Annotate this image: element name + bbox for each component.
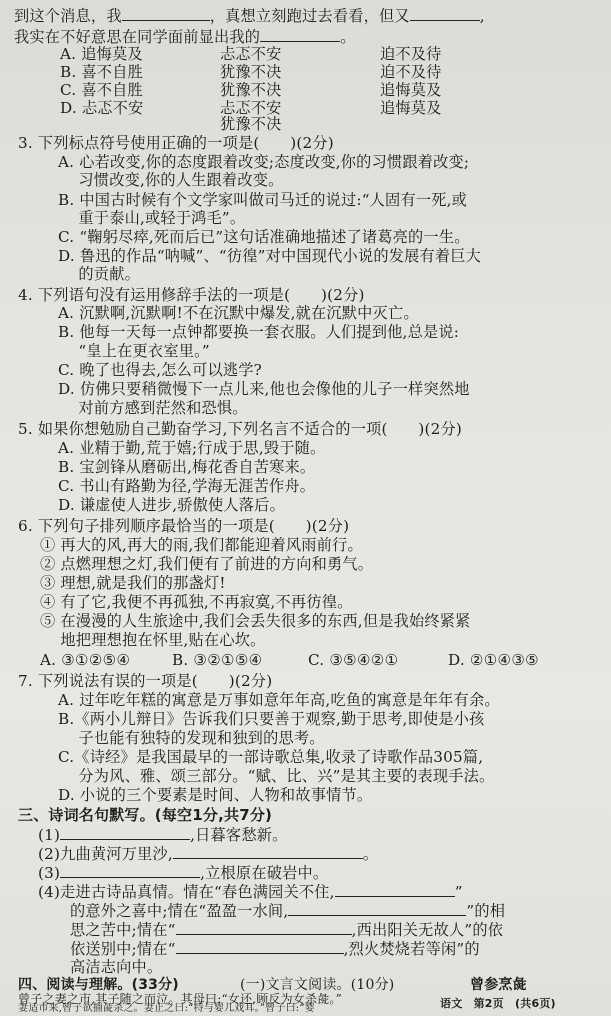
q2-line1 [14,6,485,25]
answer-blank[interactable] [288,901,466,916]
q2-text: 我实在不好意思在同学面前显出我的 [14,28,261,46]
option-word: 追悔莫及 [380,99,442,117]
q6-choice-d[interactable]: D. ②①④③⑤ [448,651,539,669]
q2-option-a[interactable] [60,45,442,63]
item-text: ” [454,883,463,901]
q4-option-line[interactable]: D. 仿佛只要稍微慢下一点儿来,他也会像他的儿子一样突然地 [58,380,470,398]
answer-blank[interactable] [60,825,190,840]
q6-sentence: 地把理想抱在怀里,贴在心坎。 [40,631,266,649]
section3-heading: 三、诗词名句默写。(每空1分,共7分) [18,806,273,824]
answer-blank[interactable] [176,920,352,935]
answer-blank[interactable] [260,27,340,42]
q2-option-b[interactable] [60,63,442,81]
q4-option-line: 对前方感到茫然和恐惧。 [58,399,248,417]
q7-option-line[interactable]: C.《诗经》是我国最早的一部诗歌总集,收录了诗歌作品305篇, [58,748,484,766]
poem-item-4-line2 [70,901,505,920]
q6-sentence: ② 点燃理想之灯,我们便有了前进的方向和勇气。 [40,555,374,573]
answer-blank[interactable] [176,939,344,954]
q6-choice-c[interactable]: C. ③⑤④②① [308,651,399,669]
answer-blank[interactable] [60,863,200,878]
q7-option-line[interactable]: A. 过年吃年糕的寓意是万事如意年年高,吃鱼的寓意是年年有余。 [58,691,500,709]
item-text: ,西出阳关无故人”的依 [351,921,504,939]
answer-blank[interactable] [173,844,363,859]
q3-option-line[interactable]: C. “鞠躬尽瘁,死而后已”这句话准确地描述了诸葛亮的一生。 [58,228,470,246]
option-word: 犹豫不决 [220,81,282,99]
q6-choice-a[interactable]: A. ③①②⑤④ [40,651,131,669]
item-text: 的意外之喜中;情在“盈盈一水间, [70,902,289,920]
q2-line2 [14,27,356,46]
poem-item-4-line5: 高洁志向中。 [70,958,163,976]
passage-line-1: 曾子之妻之市,其子随之而泣。其母曰:“女还,顾反为女杀彘。” [18,992,342,1006]
q2-option-d-cont [220,115,282,133]
q3-stem: 3. 下列标点符号使用正确的一项是( )(2分) [18,134,334,152]
q4-option-line[interactable]: A. 沉默啊,沉默啊!不在沉默中爆发,就在沉默中灭亡。 [58,304,419,322]
q6-choices [40,651,539,669]
q7-stem: 7. 下列说法有误的一项是( )(2分) [18,672,273,690]
q5-stem: 5. 如果你想勉励自己勤奋学习,下列名言不适合的一项( )(2分) [18,420,462,438]
page-footer: 语文 第2页 (共6页) [440,997,556,1010]
q2-text: 。 [340,28,356,46]
poem-item-4-line4 [70,939,480,958]
q3-option-line: 重于泰山,或轻于鸿毛”。 [58,209,246,227]
answer-blank[interactable] [335,882,455,897]
answer-blank[interactable] [410,6,480,21]
item-number: (1) [38,826,61,844]
poem-item-3 [38,863,328,882]
q3-option-line: 习惯改变,你的人生跟着改变。 [58,171,284,189]
item-text: 思之苦中;情在“ [70,921,176,939]
option-label: D. 忐忑不安 [60,99,144,117]
item-text: (2)九曲黄河万里沙, [38,845,173,863]
q7-option-line: 子也能有独特的发现和独到的思考。 [58,729,325,747]
q6-sentence: ① 再大的风,再大的雨,我们都能迎着风雨前行。 [40,536,363,554]
q3-option-line: 的贡献。 [58,265,140,283]
q5-option-line[interactable]: C. 书山有路勤为径,学海无涯苦作舟。 [58,477,316,495]
option-word: 迫不及待 [380,63,442,81]
q3-option-line[interactable]: B. 中国古时候有个文学家叫做司马迁的说过:“人固有一死,或 [58,191,468,209]
q7-option-line: 分为风、雅、颂三部分。“赋、比、兴”是其主要的表现手法。 [58,767,495,785]
q5-option-line[interactable]: B. 宝剑锋从磨砺出,梅花香自苦寒来。 [58,458,316,476]
q5-option-line[interactable]: D. 谦虚使人进步,骄傲使人落后。 [58,496,285,514]
item-text: 。 [362,845,379,863]
option-word: 迫不及待 [380,45,442,63]
answer-blank[interactable] [122,6,210,21]
q6-sentence: ⑤ 在漫漫的人生旅途中,我们会丢失很多的东西,但是我始终紧紧 [40,612,471,630]
q6-sentence: ③ 理想,就是我们的那盏灯! [40,574,226,592]
option-word: 忐忑不安 [220,99,282,117]
poem-item-2 [38,844,378,863]
q7-option-line[interactable]: B.《两小儿辩日》告诉我们只要善于观察,勤于思考,即使是小孩 [58,710,485,728]
q4-option-line: “皇上在更衣室里。” [58,342,210,360]
q2-text: ，真想立刻跑过去看看，但又 [209,7,410,25]
option-label: B. 喜不自胜 [60,63,143,81]
option-word: 犹豫不决 [220,63,282,81]
q6-sentence: ④ 有了它,我便不再孤独,不再寂寞,不再彷徨。 [40,593,353,611]
item-text: ”的相 [466,902,506,920]
q2-text: 到这个消息，我 [14,7,122,25]
q6-stem: 6. 下列句子排列顺序最恰当的一项是( )(2分) [18,517,350,535]
item-text: ,烈火焚烧若等闲”的 [343,940,480,958]
item-text: ,日暮客愁新。 [190,826,288,844]
q3-option-line[interactable]: D. 鲁迅的作品“呐喊”、“彷徨”对中国现代小说的发展有着巨大 [58,247,482,265]
q2-option-c[interactable] [60,81,442,99]
poem-item-4-line3 [70,920,503,939]
q6-choice-b[interactable]: B. ③②①⑤④ [172,651,263,669]
poem-item-4-line1 [38,882,463,901]
passage-line-2: 妻适市来,曾子欲捕彘杀之。妻止之曰:“特与婴儿戏耳。”曾子曰:“婴 [18,1003,315,1014]
q4-stem: 4. 下列语句没有运用修辞手法的一项是( )(2分) [18,286,365,304]
option-label: C. 喜不自胜 [60,81,143,99]
passage-title: 曾参烹彘 [470,977,527,993]
section4-sub1: (一)文言文阅读。(10分) [240,977,395,993]
option-label: A. 追悔莫及 [60,45,143,63]
q7-option-line[interactable]: D. 小说的三个要素是时间、人物和故事情节。 [58,786,373,804]
item-number: (3) [38,864,61,882]
section4-heading: 四、阅读与理解。(33分) [18,977,179,993]
q4-option-line[interactable]: C. 晚了也得去,怎么可以逃学? [58,361,262,379]
option-word: 追悔莫及 [380,81,442,99]
q5-option-line[interactable]: A. 业精于勤,荒于嬉;行成于思,毁于随。 [58,439,326,457]
q4-option-line[interactable]: B. 他每一天每一点钟都要换一套衣服。人们提到他,总是说: [58,323,460,341]
poem-item-1 [38,825,287,844]
option-word: 忐忑不安 [220,45,282,63]
item-text: 依送别中;情在“ [70,940,176,958]
item-text: (4)走进古诗品真情。情在“春色满园关不住, [38,883,335,901]
item-text: ,立根原在破岩中。 [200,864,329,882]
q2-text: , [479,7,485,25]
option-word: 犹豫不决 [220,115,282,133]
q3-option-line[interactable]: A. 心若改变,你的态度跟着改变;态度改变,你的习惯跟着改变; [58,153,470,171]
